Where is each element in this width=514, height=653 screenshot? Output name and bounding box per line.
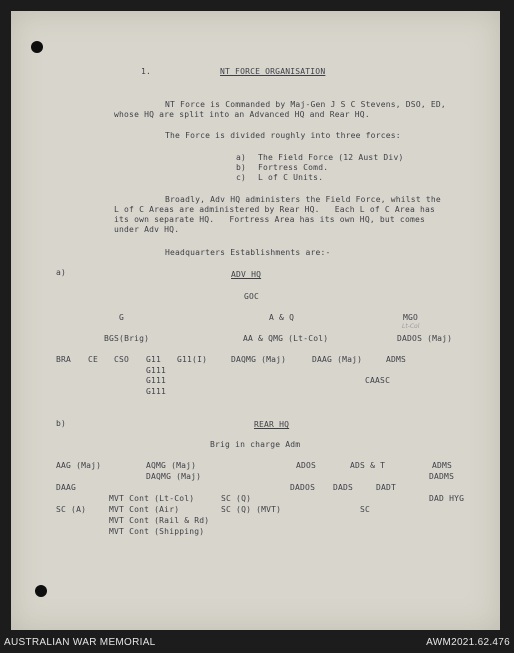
paragraph-line: its own separate HQ. Fortress Area has its own HQ, but comes <box>114 215 426 224</box>
force-item: L of C Units. <box>258 173 324 182</box>
org-g111: G111 <box>146 387 167 396</box>
org-ads-t: ADS & T <box>350 461 386 470</box>
intro-line: whose HQ are split into an Advanced HQ and Rear HQ. <box>114 110 370 119</box>
intro-line: NT Force is Commanded by Maj-Gen J S C Stevens, DSO, ED, <box>165 100 446 109</box>
org-sc-q-mvt: SC (Q) (MVT) <box>221 505 282 514</box>
org-mgo: MGO <box>403 313 419 322</box>
org-aq: A & Q <box>269 313 295 322</box>
punch-hole <box>35 585 47 597</box>
org-g11: G11 <box>146 355 162 364</box>
org-dados: DADOS <box>290 483 316 492</box>
org-g11-i: G11(I) <box>177 355 208 364</box>
force-item: Fortress Comd. <box>258 163 329 172</box>
org-adms: ADMS <box>432 461 453 470</box>
org-bgs: BGS(Brig) <box>104 334 150 343</box>
org-dadms: DADMS <box>429 472 455 481</box>
org-aaqmg: AA & QMG (Lt-Col) <box>243 334 329 343</box>
org-aqmg: AQMG (Maj) <box>146 461 197 470</box>
page-title: NT FORCE ORGANISATION <box>220 67 326 76</box>
org-dados: DADOS (Maj) <box>397 334 453 343</box>
force-marker: b) <box>236 163 247 172</box>
org-ce: CE <box>88 355 99 364</box>
org-dad-hyg: DAD HYG <box>429 494 465 503</box>
org-g111: G111 <box>146 366 167 375</box>
org-mvt-rail: MVT Cont (Rail & Rd) <box>109 516 210 525</box>
rear-hq-heading: REAR HQ <box>254 420 290 429</box>
org-daag: DAAG (Maj) <box>312 355 363 364</box>
org-daqmg: DAQMG (Maj) <box>146 472 202 481</box>
org-sc-a: SC (A) <box>56 505 87 514</box>
establishments-line: Headquarters Establishments are:- <box>165 248 331 257</box>
org-g: G <box>119 313 125 322</box>
org-brig-adm: Brig in charge Adm <box>210 440 301 449</box>
org-ados: ADOS <box>296 461 317 470</box>
org-g111: G111 <box>146 376 167 385</box>
org-caasc: CAASC <box>365 376 391 385</box>
paragraph-line: L of C Areas are administered by Rear HQ. Each L of C Area has <box>114 205 436 214</box>
org-bra: BRA <box>56 355 72 364</box>
page-number: 1. <box>141 67 152 76</box>
footer-source: AUSTRALIAN WAR MEMORIAL <box>4 637 156 648</box>
handwritten-note: Lt-Col <box>402 323 420 330</box>
org-adms: ADMS <box>386 355 407 364</box>
paragraph-line: under Adv HQ. <box>114 225 180 234</box>
force-marker: c) <box>236 173 247 182</box>
section-marker: a) <box>56 268 67 277</box>
force-item: The Field Force (12 Aust Div) <box>258 153 404 162</box>
org-daqmg: DAQMG (Maj) <box>231 355 287 364</box>
org-cso: CSO <box>114 355 130 364</box>
org-dadt: DADT <box>376 483 397 492</box>
paragraph-line: Broadly, Adv HQ administers the Field Force, whilst the <box>165 195 441 204</box>
org-mvt-air: MVT Cont (Air) <box>109 505 180 514</box>
footer-reference: AWM2021.62.476 <box>426 637 510 648</box>
org-aag: AAG (Maj) <box>56 461 102 470</box>
punch-hole <box>31 41 43 53</box>
section-marker: b) <box>56 419 67 428</box>
org-dads: DADS <box>333 483 354 492</box>
org-daag: DAAG <box>56 483 77 492</box>
org-sc-q: SC (Q) <box>221 494 252 503</box>
org-mvt-ship: MVT Cont (Shipping) <box>109 527 205 536</box>
intro-line: The Force is divided roughly into three forces: <box>165 131 401 140</box>
org-goc: GOC <box>244 292 260 301</box>
org-sc: SC <box>360 505 371 514</box>
force-marker: a) <box>236 153 247 162</box>
org-mvt-cont: MVT Cont (Lt-Col) <box>109 494 195 503</box>
adv-hq-heading: ADV HQ <box>231 270 262 279</box>
